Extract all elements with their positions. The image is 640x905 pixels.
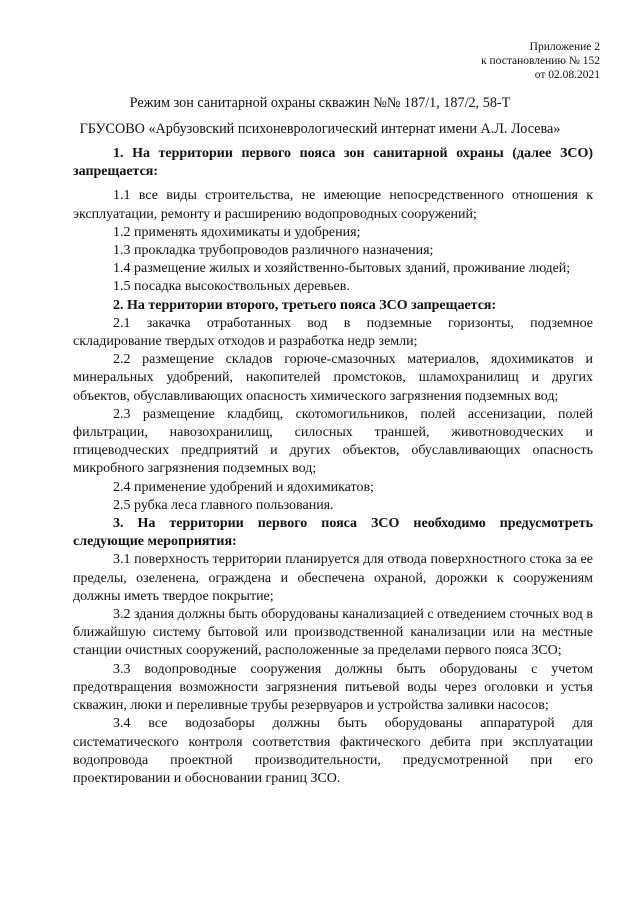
- item-2-5: 2.5 рубка леса главного пользования.: [113, 497, 334, 513]
- item-2-3: 2.3 размещение кладбищ, скотомогильников, полей ассенизации, полей фильтрации, навозохранилищ, силосных траншей, животноводческих и птицеводческих предприятий и других объектов, обуславливающих опасность микробного загрязнения подземных вод;: [73, 406, 593, 477]
- appendix-line-2: к постановлению № 152: [481, 55, 600, 67]
- item-3-1: 3.1 поверхность территории планируется для отвода поверхностного стока за ее пределы, озеленена, ограждена и обеспечена охраной, дорожки к сооружениям должны иметь твердое покрытие;: [73, 552, 593, 604]
- item-3-4: 3.4 все водозаборы должны быть оборудованы аппаратурой для систематического контроля соответствия фактического дебита при эксплуатации водопровода проектной производительности, предусмотренной при его проектировании и обосновании границ ЗСО.: [73, 716, 593, 786]
- document-body: [73, 145, 593, 788]
- item-1-2: 1.2 применять ядохимикаты и удобрения;: [113, 224, 361, 240]
- section-3-heading: 3. На территории первого пояса ЗСО необходимо предусмотреть следующие мероприятия:: [73, 516, 593, 550]
- item-2-1: 2.1 закачка отработанных вод в подземные горизонты, подземное складирование твердых отходов и разработка недр земли;: [73, 315, 593, 350]
- appendix-line-1: Приложение 2: [529, 41, 600, 53]
- appendix-block: [481, 40, 600, 82]
- document-title-line-1: Режим зон санитарной охраны скважин №№ 187/1, 187/2, 58-Т: [129, 95, 511, 111]
- item-1-3: 1.3 прокладка трубопроводов различного назначения;: [113, 243, 434, 259]
- item-1-5: 1.5 посадка высокоствольных деревьев.: [113, 279, 350, 295]
- item-3-3: 3.3 водопроводные сооружения должны быть оборудованы с учетом предотвращения возможности загрязнения питьевой воды через оголовки и устья скважин, люки и переливные трубы резервуаров и устройства заливки насосов;: [73, 661, 593, 714]
- item-1-4: 1.4 размещение жилых и хозяйственно-бытовых зданий, проживание людей;: [113, 261, 571, 277]
- appendix-line-3: от 02.08.2021: [534, 69, 600, 81]
- section-2-heading: 2. На территории второго, третьего пояса ЗСО запрещается:: [113, 297, 497, 313]
- item-2-2: 2.2 размещение складов горюче-смазочных материалов, ядохимикатов и минеральных удобрений, накопителей промстоков, шламохранилищ и других объектов, обуславливающих опасность химического загрязнения подземных вод;: [73, 352, 593, 404]
- document-title-line-2: ГБУСОВО «Арбузовский психоневрологический интернат имени А.Л. Лосева»: [79, 121, 561, 137]
- item-3-2: 3.2 здания должны быть оборудованы канализацией с отведением сточных вод в ближайшую систему бытовой или производственной канализации или на местные станции очистных сооружений, расположенные за пределами первого пояса ЗСО;: [73, 607, 593, 659]
- section-1-heading: 1. На территории первого пояса зон санитарной охраны (далее ЗСО) запрещается:: [73, 146, 593, 180]
- item-1-1: 1.1 все виды строительства, не имеющие непосредственного отношения к эксплуатации, ремонту и расширению водопроводных сооружений;: [73, 188, 593, 222]
- item-2-4: 2.4 применение удобрений и ядохимикатов;: [113, 479, 374, 495]
